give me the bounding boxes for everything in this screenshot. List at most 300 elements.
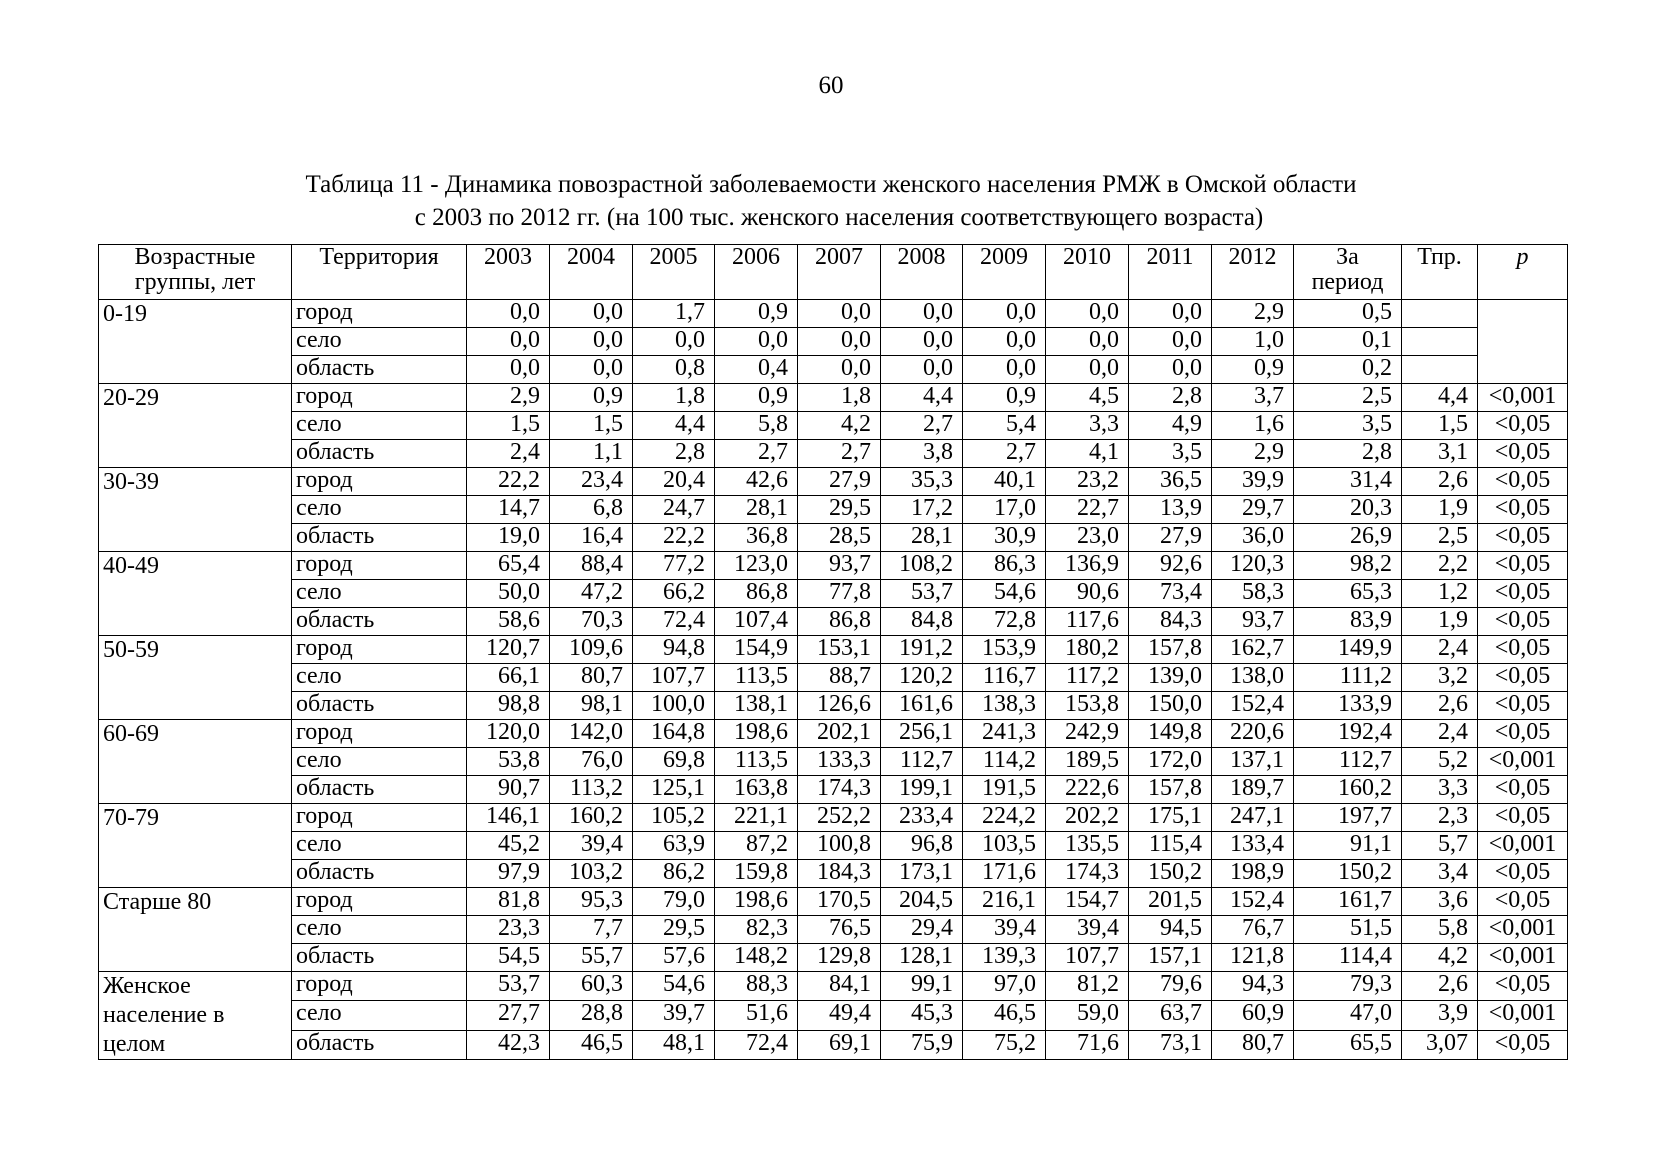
year-value-cell: 97,0 — [963, 972, 1046, 1001]
tpr-value-cell: 3,2 — [1402, 664, 1478, 692]
year-value-cell: 5,8 — [715, 412, 798, 440]
year-value-cell: 84,3 — [1129, 608, 1212, 636]
header-period: За период — [1294, 245, 1402, 300]
year-value-cell: 116,7 — [963, 664, 1046, 692]
year-value-cell: 0,9 — [715, 384, 798, 412]
year-value-cell: 0,0 — [550, 356, 633, 384]
year-value-cell: 72,4 — [715, 1030, 798, 1059]
year-value-cell: 23,3 — [467, 916, 550, 944]
year-value-cell: 36,8 — [715, 524, 798, 552]
p-value-cell: <0,05 — [1478, 440, 1568, 468]
year-value-cell: 75,9 — [881, 1030, 963, 1059]
table-row — [99, 916, 1568, 944]
period-value-cell: 112,7 — [1294, 748, 1402, 776]
year-value-cell: 154,7 — [1046, 888, 1129, 916]
year-value-cell: 16,4 — [550, 524, 633, 552]
territory-cell: область — [292, 776, 467, 804]
year-value-cell: 0,8 — [633, 356, 715, 384]
year-value-cell: 2,4 — [467, 440, 550, 468]
year-value-cell: 13,9 — [1129, 496, 1212, 524]
year-value-cell: 4,1 — [1046, 440, 1129, 468]
year-value-cell: 149,8 — [1129, 720, 1212, 748]
year-value-cell: 0,0 — [550, 328, 633, 356]
year-value-cell: 0,0 — [798, 300, 881, 328]
year-value-cell: 0,9 — [550, 384, 633, 412]
period-value-cell: 26,9 — [1294, 524, 1402, 552]
year-value-cell: 79,6 — [1129, 972, 1212, 1001]
year-value-cell: 55,7 — [550, 944, 633, 972]
header-year: 2012 — [1212, 245, 1294, 300]
period-value-cell: 51,5 — [1294, 916, 1402, 944]
period-value-cell: 133,9 — [1294, 692, 1402, 720]
year-value-cell: 88,4 — [550, 552, 633, 580]
year-value-cell: 2,7 — [881, 412, 963, 440]
year-value-cell: 42,3 — [467, 1030, 550, 1059]
year-value-cell: 29,5 — [633, 916, 715, 944]
year-value-cell: 2,9 — [1212, 300, 1294, 328]
year-value-cell: 0,0 — [798, 328, 881, 356]
period-value-cell: 79,3 — [1294, 972, 1402, 1001]
year-value-cell: 202,2 — [1046, 804, 1129, 832]
year-value-cell: 54,6 — [633, 972, 715, 1001]
year-value-cell: 77,8 — [798, 580, 881, 608]
year-value-cell: 29,5 — [798, 496, 881, 524]
year-value-cell: 39,4 — [963, 916, 1046, 944]
year-value-cell: 220,6 — [1212, 720, 1294, 748]
year-value-cell: 162,7 — [1212, 636, 1294, 664]
caption-line-2: с 2003 по 2012 гг. (на 100 тыс. женского населения соответствующего возраста) — [414, 204, 1264, 231]
year-value-cell: 7,7 — [550, 916, 633, 944]
year-value-cell: 174,3 — [1046, 860, 1129, 888]
period-value-cell: 65,5 — [1294, 1030, 1402, 1059]
period-value-cell: 0,5 — [1294, 300, 1402, 328]
table-row — [99, 552, 1568, 580]
p-value-cell: <0,05 — [1478, 412, 1568, 440]
table-row — [99, 356, 1568, 384]
year-value-cell: 0,0 — [1046, 356, 1129, 384]
year-value-cell: 0,9 — [715, 300, 798, 328]
year-value-cell: 77,2 — [633, 552, 715, 580]
year-value-cell: 139,0 — [1129, 664, 1212, 692]
table-body — [99, 300, 1568, 1060]
year-value-cell: 4,9 — [1129, 412, 1212, 440]
header-year: 2003 — [467, 245, 550, 300]
age-group-cell: Женское население в целом — [99, 972, 292, 1060]
year-value-cell: 28,1 — [881, 524, 963, 552]
p-value-cell: <0,001 — [1478, 1001, 1568, 1030]
year-value-cell: 58,6 — [467, 608, 550, 636]
year-value-cell: 90,7 — [467, 776, 550, 804]
p-value-cell: <0,05 — [1478, 720, 1568, 748]
year-value-cell: 0,0 — [467, 328, 550, 356]
territory-cell: город — [292, 972, 467, 1001]
year-value-cell: 157,8 — [1129, 636, 1212, 664]
table-row — [99, 608, 1568, 636]
tpr-value-cell — [1402, 328, 1478, 356]
territory-cell: село — [292, 916, 467, 944]
year-value-cell: 73,4 — [1129, 580, 1212, 608]
year-value-cell: 1,7 — [633, 300, 715, 328]
year-value-cell: 189,5 — [1046, 748, 1129, 776]
p-value-cell: <0,001 — [1478, 384, 1568, 412]
year-value-cell: 45,2 — [467, 832, 550, 860]
year-value-cell: 84,8 — [881, 608, 963, 636]
tpr-value-cell: 1,9 — [1402, 608, 1478, 636]
year-value-cell: 27,9 — [798, 468, 881, 496]
period-value-cell: 65,3 — [1294, 580, 1402, 608]
year-value-cell: 0,0 — [881, 328, 963, 356]
year-value-cell: 88,7 — [798, 664, 881, 692]
territory-cell: город — [292, 468, 467, 496]
year-value-cell: 23,0 — [1046, 524, 1129, 552]
year-value-cell: 94,8 — [633, 636, 715, 664]
age-group-cell: 60-69 — [99, 720, 292, 804]
year-value-cell: 2,8 — [633, 440, 715, 468]
p-value-cell: <0,05 — [1478, 524, 1568, 552]
territory-cell: город — [292, 636, 467, 664]
age-group-cell: 40-49 — [99, 552, 292, 636]
year-value-cell: 3,3 — [1046, 412, 1129, 440]
year-value-cell: 154,9 — [715, 636, 798, 664]
p-value-cell: <0,05 — [1478, 888, 1568, 916]
tpr-value-cell: 4,4 — [1402, 384, 1478, 412]
period-value-cell: 3,5 — [1294, 412, 1402, 440]
year-value-cell: 40,1 — [963, 468, 1046, 496]
year-value-cell: 153,8 — [1046, 692, 1129, 720]
year-value-cell: 54,5 — [467, 944, 550, 972]
year-value-cell: 39,4 — [550, 832, 633, 860]
territory-cell: область — [292, 944, 467, 972]
period-value-cell: 31,4 — [1294, 468, 1402, 496]
age-group-cell: Старше 80 — [99, 888, 292, 972]
year-value-cell: 1,8 — [633, 384, 715, 412]
tpr-value-cell: 5,7 — [1402, 832, 1478, 860]
caption-line-1: Таблица 11 - Динамика повозрастной заболеваемости женского населения РМЖ в Омской области — [305, 171, 1357, 198]
year-value-cell: 36,0 — [1212, 524, 1294, 552]
year-value-cell: 252,2 — [798, 804, 881, 832]
year-value-cell: 109,6 — [550, 636, 633, 664]
table-row — [99, 440, 1568, 468]
territory-cell: город — [292, 720, 467, 748]
year-value-cell: 133,4 — [1212, 832, 1294, 860]
year-value-cell: 72,4 — [633, 608, 715, 636]
year-value-cell: 125,1 — [633, 776, 715, 804]
year-value-cell: 1,6 — [1212, 412, 1294, 440]
year-value-cell: 86,3 — [963, 552, 1046, 580]
tpr-value-cell — [1402, 356, 1478, 384]
header-territory: Территория — [292, 245, 467, 300]
table-row — [99, 972, 1568, 1001]
year-value-cell: 69,1 — [798, 1030, 881, 1059]
year-value-cell: 241,3 — [963, 720, 1046, 748]
year-value-cell: 184,3 — [798, 860, 881, 888]
tpr-value-cell: 3,6 — [1402, 888, 1478, 916]
header-year: 2011 — [1129, 245, 1212, 300]
year-value-cell: 0,9 — [1212, 356, 1294, 384]
p-value-cell: <0,05 — [1478, 608, 1568, 636]
table-row — [99, 412, 1568, 440]
year-value-cell: 93,7 — [1212, 608, 1294, 636]
territory-cell: село — [292, 580, 467, 608]
tpr-value-cell — [1402, 300, 1478, 328]
tpr-value-cell: 5,2 — [1402, 748, 1478, 776]
territory-cell: село — [292, 748, 467, 776]
territory-cell: город — [292, 804, 467, 832]
header-year: 2010 — [1046, 245, 1129, 300]
year-value-cell: 63,9 — [633, 832, 715, 860]
table-row — [99, 776, 1568, 804]
territory-cell: область — [292, 524, 467, 552]
territory-cell: село — [292, 664, 467, 692]
year-value-cell: 66,1 — [467, 664, 550, 692]
table-row — [99, 832, 1568, 860]
year-value-cell: 136,9 — [1046, 552, 1129, 580]
period-value-cell: 98,2 — [1294, 552, 1402, 580]
year-value-cell: 76,5 — [798, 916, 881, 944]
header-age-group: Возрастные группы, лет — [99, 245, 292, 300]
year-value-cell: 120,2 — [881, 664, 963, 692]
incidence-table — [98, 244, 1568, 1060]
year-value-cell: 90,6 — [1046, 580, 1129, 608]
tpr-value-cell: 3,07 — [1402, 1030, 1478, 1059]
year-value-cell: 48,1 — [633, 1030, 715, 1059]
year-value-cell: 171,6 — [963, 860, 1046, 888]
table-row — [99, 888, 1568, 916]
year-value-cell: 113,5 — [715, 664, 798, 692]
age-group-cell: 50-59 — [99, 636, 292, 720]
p-value-cell: <0,05 — [1478, 860, 1568, 888]
tpr-value-cell: 2,6 — [1402, 972, 1478, 1001]
territory-cell: область — [292, 692, 467, 720]
year-value-cell: 63,7 — [1129, 1001, 1212, 1030]
period-value-cell: 2,5 — [1294, 384, 1402, 412]
year-value-cell: 103,5 — [963, 832, 1046, 860]
year-value-cell: 58,3 — [1212, 580, 1294, 608]
year-value-cell: 163,8 — [715, 776, 798, 804]
year-value-cell: 198,9 — [1212, 860, 1294, 888]
year-value-cell: 133,3 — [798, 748, 881, 776]
header-year: 2005 — [633, 245, 715, 300]
year-value-cell: 86,8 — [798, 608, 881, 636]
year-value-cell: 138,1 — [715, 692, 798, 720]
table-row — [99, 664, 1568, 692]
year-value-cell: 97,9 — [467, 860, 550, 888]
year-value-cell: 96,8 — [881, 832, 963, 860]
year-value-cell: 60,3 — [550, 972, 633, 1001]
year-value-cell: 103,2 — [550, 860, 633, 888]
table-row — [99, 524, 1568, 552]
year-value-cell: 50,0 — [467, 580, 550, 608]
year-value-cell: 3,7 — [1212, 384, 1294, 412]
territory-cell: село — [292, 832, 467, 860]
year-value-cell: 87,2 — [715, 832, 798, 860]
year-value-cell: 2,7 — [715, 440, 798, 468]
territory-cell: село — [292, 496, 467, 524]
table-row — [99, 944, 1568, 972]
territory-cell: село — [292, 1001, 467, 1030]
year-value-cell: 175,1 — [1129, 804, 1212, 832]
year-value-cell: 191,5 — [963, 776, 1046, 804]
p-value-cell: <0,05 — [1478, 552, 1568, 580]
table-row — [99, 496, 1568, 524]
year-value-cell: 35,3 — [881, 468, 963, 496]
year-value-cell: 120,7 — [467, 636, 550, 664]
year-value-cell: 66,2 — [633, 580, 715, 608]
year-value-cell: 142,0 — [550, 720, 633, 748]
tpr-value-cell: 1,5 — [1402, 412, 1478, 440]
period-value-cell: 149,9 — [1294, 636, 1402, 664]
year-value-cell: 113,5 — [715, 748, 798, 776]
year-value-cell: 29,7 — [1212, 496, 1294, 524]
year-value-cell: 0,0 — [1046, 328, 1129, 356]
year-value-cell: 256,1 — [881, 720, 963, 748]
year-value-cell: 54,6 — [963, 580, 1046, 608]
tpr-value-cell: 2,5 — [1402, 524, 1478, 552]
period-value-cell: 47,0 — [1294, 1001, 1402, 1030]
table-row — [99, 720, 1568, 748]
year-value-cell: 1,5 — [467, 412, 550, 440]
year-value-cell: 4,5 — [1046, 384, 1129, 412]
year-value-cell: 0,0 — [1129, 356, 1212, 384]
year-value-cell: 88,3 — [715, 972, 798, 1001]
p-value-cell: <0,05 — [1478, 580, 1568, 608]
year-value-cell: 84,1 — [798, 972, 881, 1001]
year-value-cell: 107,7 — [633, 664, 715, 692]
year-value-cell: 71,6 — [1046, 1030, 1129, 1059]
year-value-cell: 4,2 — [798, 412, 881, 440]
year-value-cell: 47,2 — [550, 580, 633, 608]
year-value-cell: 148,2 — [715, 944, 798, 972]
year-value-cell: 94,3 — [1212, 972, 1294, 1001]
year-value-cell: 174,3 — [798, 776, 881, 804]
table-row — [99, 748, 1568, 776]
year-value-cell: 95,3 — [550, 888, 633, 916]
p-value-cell: <0,05 — [1478, 972, 1568, 1001]
territory-cell: область — [292, 608, 467, 636]
period-value-cell: 150,2 — [1294, 860, 1402, 888]
period-value-cell: 161,7 — [1294, 888, 1402, 916]
year-value-cell: 3,5 — [1129, 440, 1212, 468]
year-value-cell: 247,1 — [1212, 804, 1294, 832]
year-value-cell: 27,9 — [1129, 524, 1212, 552]
p-value-cell: <0,05 — [1478, 496, 1568, 524]
year-value-cell: 0,0 — [963, 300, 1046, 328]
tpr-value-cell: 2,6 — [1402, 692, 1478, 720]
year-value-cell: 1,1 — [550, 440, 633, 468]
year-value-cell: 51,6 — [715, 1001, 798, 1030]
year-value-cell: 39,4 — [1046, 916, 1129, 944]
year-value-cell: 99,1 — [881, 972, 963, 1001]
year-value-cell: 114,2 — [963, 748, 1046, 776]
period-value-cell: 91,1 — [1294, 832, 1402, 860]
year-value-cell: 0,0 — [963, 356, 1046, 384]
year-value-cell: 17,0 — [963, 496, 1046, 524]
year-value-cell: 22,7 — [1046, 496, 1129, 524]
header-year: 2009 — [963, 245, 1046, 300]
year-value-cell: 2,8 — [1129, 384, 1212, 412]
tpr-value-cell: 2,3 — [1402, 804, 1478, 832]
table-row — [99, 1030, 1568, 1059]
year-value-cell: 81,8 — [467, 888, 550, 916]
year-value-cell: 198,6 — [715, 888, 798, 916]
page-number: 60 — [818, 72, 844, 99]
year-value-cell: 6,8 — [550, 496, 633, 524]
year-value-cell: 0,0 — [963, 328, 1046, 356]
year-value-cell: 28,8 — [550, 1001, 633, 1030]
year-value-cell: 75,2 — [963, 1030, 1046, 1059]
year-value-cell: 0,9 — [963, 384, 1046, 412]
year-value-cell: 57,6 — [633, 944, 715, 972]
year-value-cell: 120,0 — [467, 720, 550, 748]
tpr-value-cell: 2,6 — [1402, 468, 1478, 496]
tpr-value-cell: 3,1 — [1402, 440, 1478, 468]
year-value-cell: 224,2 — [963, 804, 1046, 832]
year-value-cell: 22,2 — [633, 524, 715, 552]
year-value-cell: 86,8 — [715, 580, 798, 608]
year-value-cell: 2,7 — [963, 440, 1046, 468]
year-value-cell: 1,8 — [798, 384, 881, 412]
year-value-cell: 94,5 — [1129, 916, 1212, 944]
year-value-cell: 70,3 — [550, 608, 633, 636]
header-year: 2008 — [881, 245, 963, 300]
year-value-cell: 4,4 — [881, 384, 963, 412]
year-value-cell: 0,0 — [467, 300, 550, 328]
table-row — [99, 1001, 1568, 1030]
year-value-cell: 5,4 — [963, 412, 1046, 440]
tpr-value-cell: 2,4 — [1402, 636, 1478, 664]
territory-cell: город — [292, 300, 467, 328]
year-value-cell: 138,3 — [963, 692, 1046, 720]
year-value-cell: 100,0 — [633, 692, 715, 720]
year-value-cell: 117,6 — [1046, 608, 1129, 636]
period-value-cell: 114,4 — [1294, 944, 1402, 972]
year-value-cell: 93,7 — [798, 552, 881, 580]
year-value-cell: 17,2 — [881, 496, 963, 524]
age-group-cell: 30-39 — [99, 468, 292, 552]
period-value-cell: 83,9 — [1294, 608, 1402, 636]
territory-cell: город — [292, 552, 467, 580]
year-value-cell: 159,8 — [715, 860, 798, 888]
year-value-cell: 0,0 — [550, 300, 633, 328]
year-value-cell: 233,4 — [881, 804, 963, 832]
year-value-cell: 69,8 — [633, 748, 715, 776]
year-value-cell: 81,2 — [1046, 972, 1129, 1001]
year-value-cell: 0,0 — [467, 356, 550, 384]
year-value-cell: 150,0 — [1129, 692, 1212, 720]
year-value-cell: 0,0 — [1046, 300, 1129, 328]
tpr-value-cell: 5,8 — [1402, 916, 1478, 944]
territory-cell: область — [292, 1030, 467, 1059]
header-year: 2007 — [798, 245, 881, 300]
year-value-cell: 39,7 — [633, 1001, 715, 1030]
table-row — [99, 300, 1568, 328]
year-value-cell: 46,5 — [963, 1001, 1046, 1030]
year-value-cell: 2,7 — [798, 440, 881, 468]
period-value-cell: 20,3 — [1294, 496, 1402, 524]
territory-cell: село — [292, 328, 467, 356]
year-value-cell: 138,0 — [1212, 664, 1294, 692]
table-caption — [0, 168, 1662, 234]
year-value-cell: 76,7 — [1212, 916, 1294, 944]
p-value-cell: <0,05 — [1478, 692, 1568, 720]
year-value-cell: 1,5 — [550, 412, 633, 440]
year-value-cell: 49,4 — [798, 1001, 881, 1030]
year-value-cell: 152,4 — [1212, 692, 1294, 720]
year-value-cell: 79,0 — [633, 888, 715, 916]
p-value-cell: <0,001 — [1478, 944, 1568, 972]
tpr-value-cell: 2,2 — [1402, 552, 1478, 580]
year-value-cell: 164,8 — [633, 720, 715, 748]
